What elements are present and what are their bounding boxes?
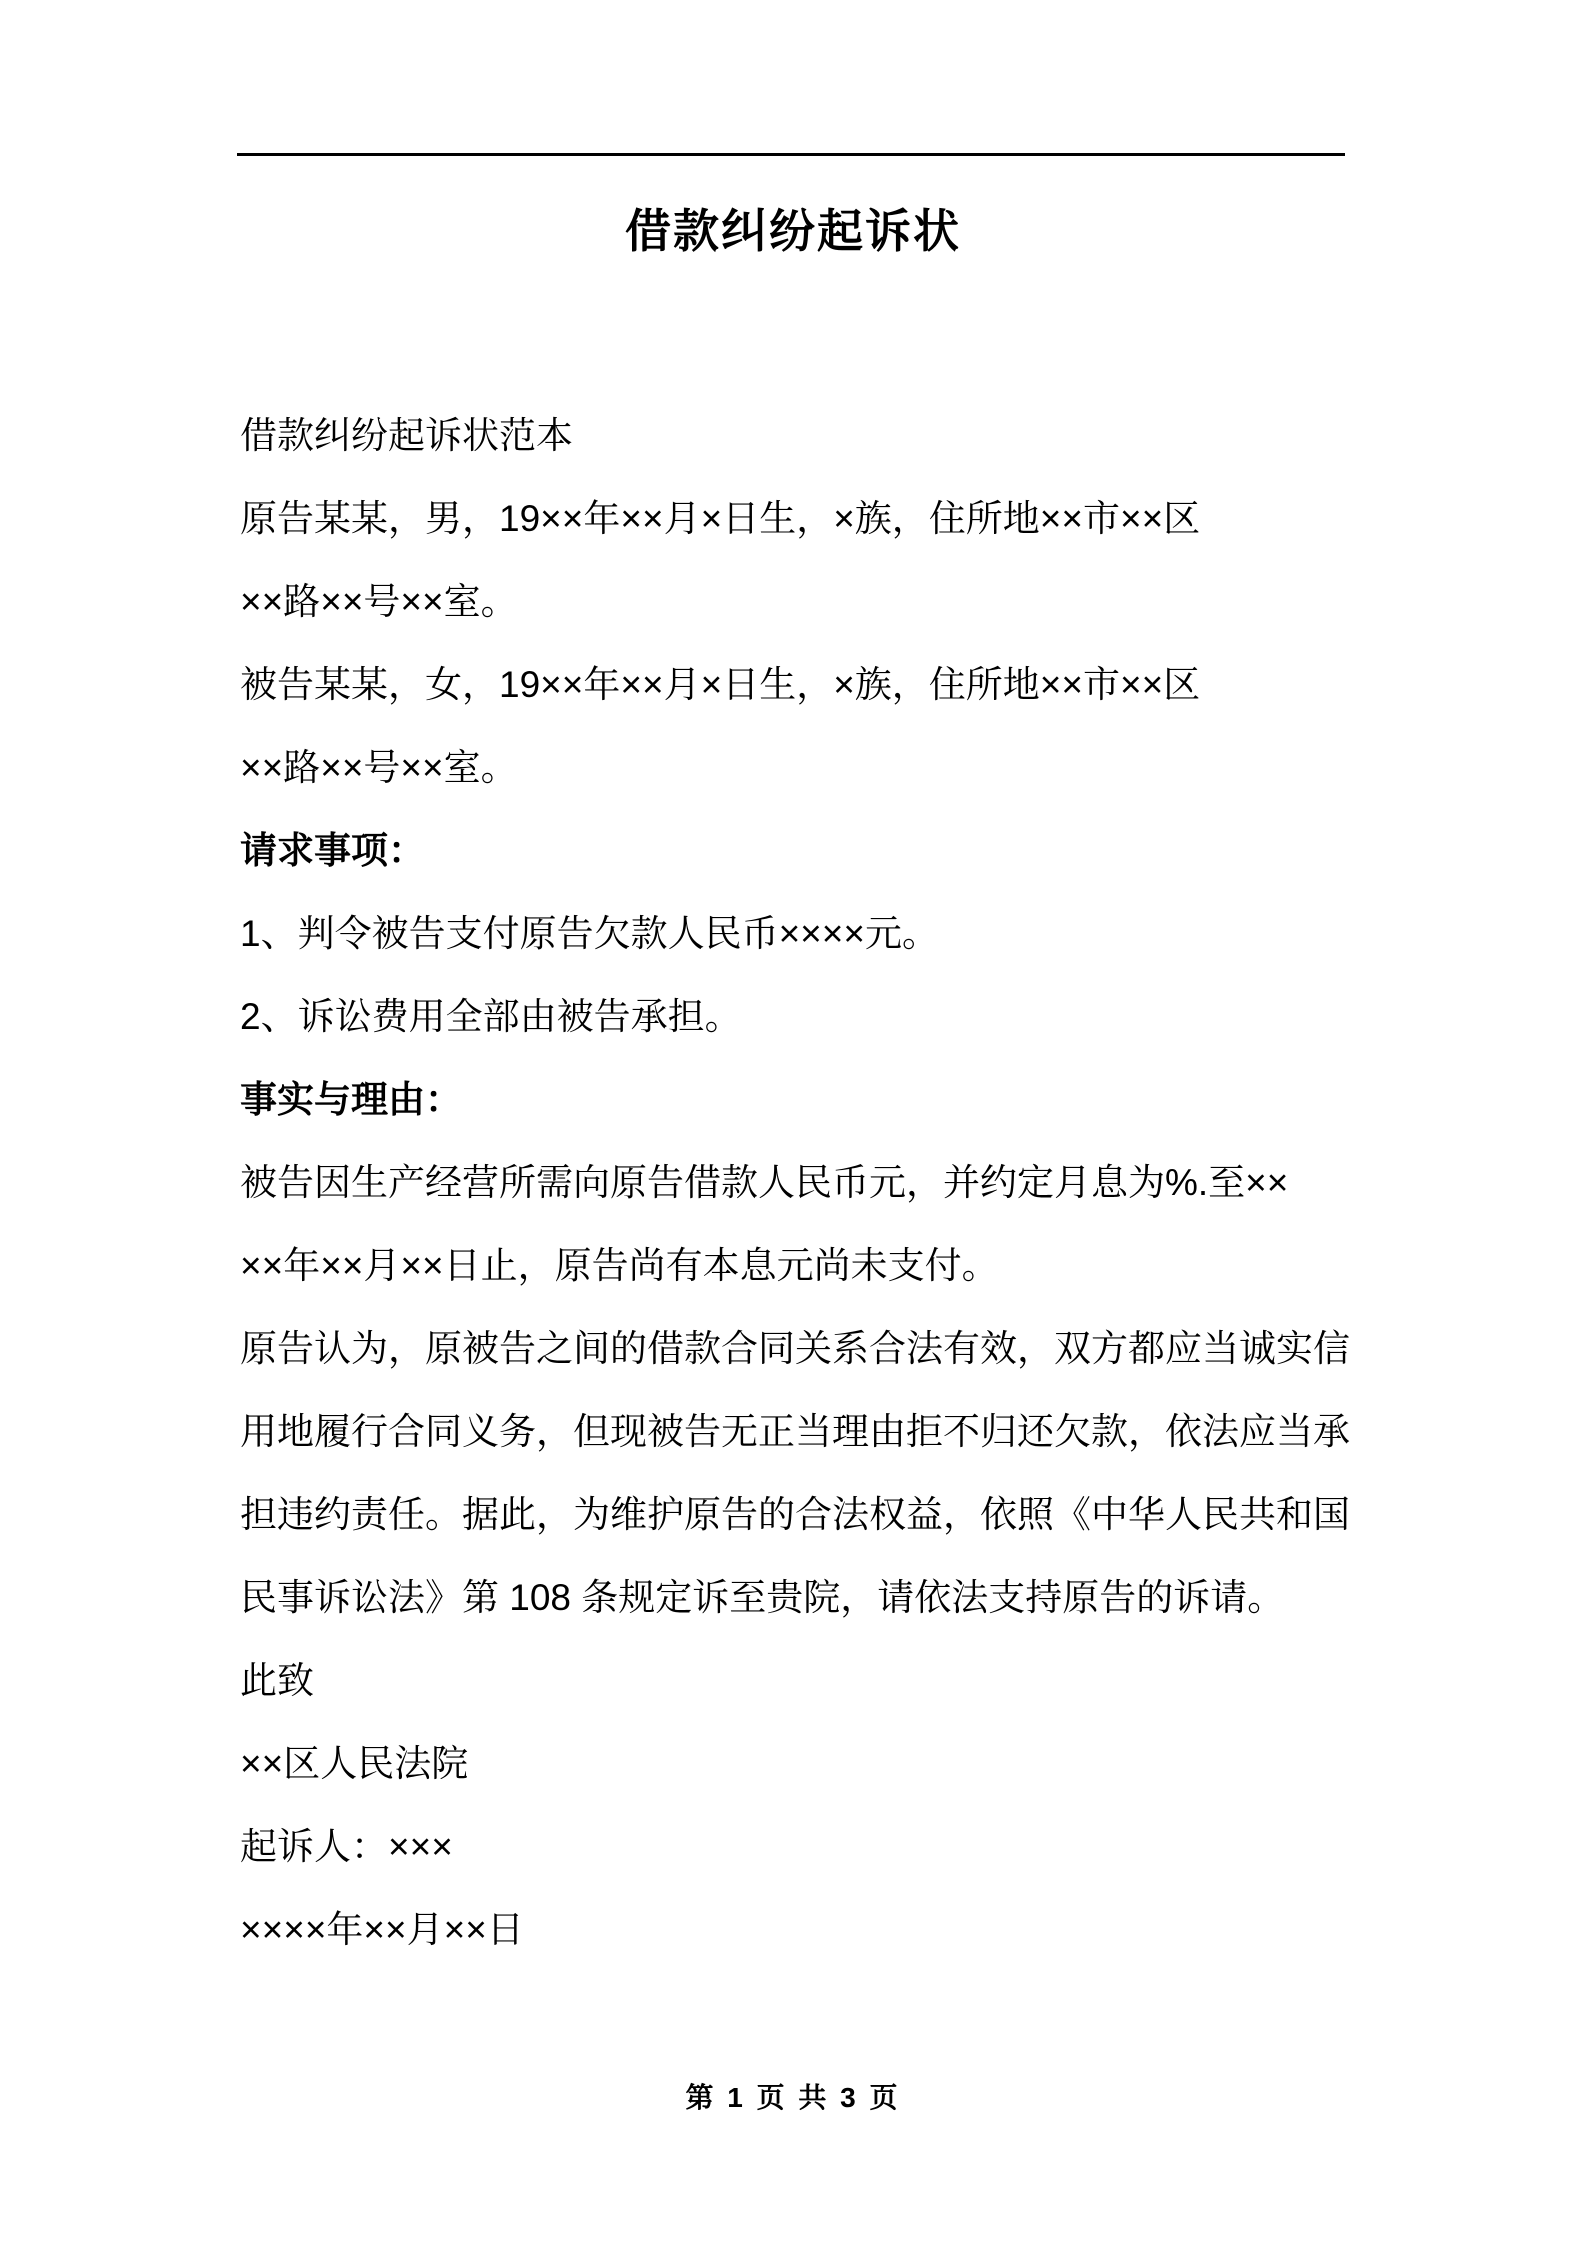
document-line: 被告因生产经营所需向原告借款人民币元，并约定月息为%.至×× <box>240 1162 1289 1203</box>
document-line: 起诉人：××× <box>240 1826 453 1867</box>
header-rule <box>237 153 1345 156</box>
document-line: 此致 <box>240 1660 314 1701</box>
document-line: ××路××号××室。 <box>240 747 518 788</box>
document-line: 1、判令被告支付原告欠款人民币××××元。 <box>240 913 940 954</box>
document-line: 被告某某，女，19××年××月×日生，×族，住所地××市××区 <box>240 664 1201 705</box>
document-line: ××××年××月××日 <box>240 1909 524 1950</box>
document-line: ××路××号××室。 <box>240 581 518 622</box>
document-line: 原告某某，男，19××年××月×日生，×族，住所地××市××区 <box>240 498 1201 539</box>
document-line: 担违约责任。据此，为维护原告的合法权益，依照《中华人民共和国 <box>240 1494 1350 1535</box>
document-line: 民事诉讼法》第 108 条规定诉至贵院，请依法支持原告的诉请。 <box>240 1577 1285 1618</box>
document-line: ××区人民法院 <box>240 1743 469 1784</box>
document-body <box>240 394 1352 1971</box>
document-title: 借款纠纷起诉状 <box>625 205 961 257</box>
document-line: 用地履行合同义务，但现被告无正当理由拒不归还欠款，依法应当承 <box>240 1411 1350 1452</box>
document-line: 事实与理由： <box>240 1079 462 1120</box>
document-line: 请求事项： <box>240 830 425 871</box>
page-number-footer: 第 1 页 共 3 页 <box>685 2082 901 2113</box>
document-line: 借款纠纷起诉状范本 <box>240 415 573 456</box>
document-line: ××年××月××日止，原告尚有本息元尚未支付。 <box>240 1245 999 1286</box>
document-line: 2、诉讼费用全部由被告承担。 <box>240 996 742 1037</box>
document-line: 原告认为，原被告之间的借款合同关系合法有效，双方都应当诚实信 <box>240 1328 1350 1369</box>
